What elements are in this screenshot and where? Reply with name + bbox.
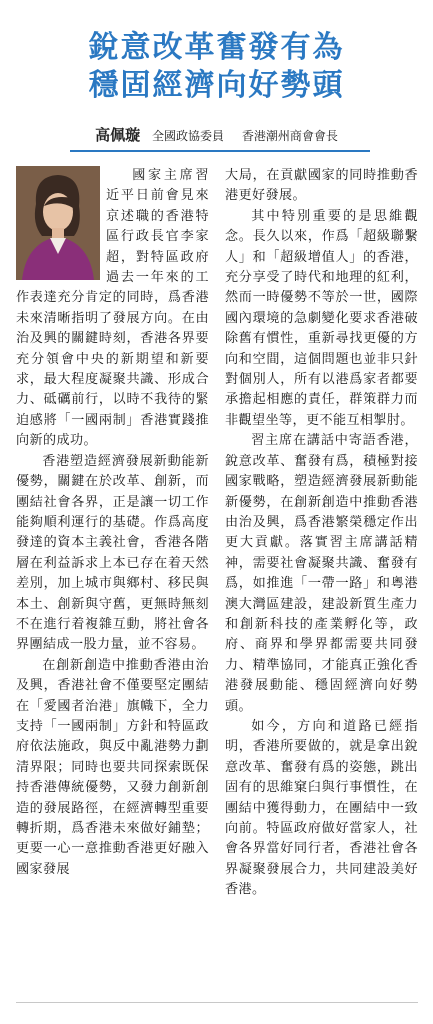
title-divider [70,150,370,152]
headline-line-1: 銳意改革奮發有為 [88,30,345,65]
author-name: 高佩璇 [95,126,141,144]
article-column-left [16,166,209,880]
author-role-2: 香港潮州商會會長 [241,129,338,143]
bottom-rule [16,1002,418,1003]
paragraph: 如今，方向和道路已經指明，香港所要做的，就是拿出銳意改革、奮發有爲的姿態，跳出固有的思維窠臼與行事慣性，在團結中獲得動力，在團結中一致向前。特區政府做好當家人，社會各界當好同行者，香港社會各界凝聚發展合力，共同建設美好香港。 [225,718,418,898]
author-role-1: 全國政協委員 [151,129,224,143]
paragraph: 其中特別重要的是思維觀念。長久以來，作爲「超級聯繫人」和「超級增值人」的香港，充分享受了時代和地理的紅利，然而一時優勢不等於一世，國際國內環境的急劇變化要求香港破除舊有慣性，重新尋找更優的方向和空間，這個問題也並非只針對個別人，所有以港爲家者都要承擔起相應的責任，群策群力而非觀望坐等，更不能互相掣肘。 [225,208,418,428]
byline [0,124,433,145]
paragraph: 習主席在講話中寄語香港，銳意改革、奮發有爲，積極對接國家戰略，塑造經濟發展新動能新優勢，在創新創造中推動香港由治及興，爲香港繁榮穩定作出更大貢獻。落實習主席講話精神，需要社會凝聚共識、奮發有爲，如推進「一帶一路」和粵港澳大灣區建設，建設新質生產力和創新科技的產業孵化等，政府、商界和學界都需要共同發力、精準協同，才能真正強化香港發展動能、穩固經濟向好勢頭。 [225,433,418,714]
author-photo [16,166,100,280]
article-column-right [225,166,418,901]
paragraph: 在創新創造中推動香港由治及興，香港社會不僅要堅定團結在「愛國者治港」旗幟下，全力支持「一國兩制」方針和特區政府依法施政，與反中亂港勢力劃清界限；同時也要共同探索既保持香港傳統優勢，又發力創新創造的發展路徑，在經濟轉型重要轉折期，爲香港未來做好鋪墊；更要一心一意推動香港更好融入國家發展 [16,657,209,877]
paragraph-continuation: 大局，在貢獻國家的同時推動香港更好發展。 [225,168,418,204]
paragraph: 國家主席習近平日前會見來京述職的香港特區行政長官李家超，對特區政府過去一年來的工作表達充分肯定的同時，爲香港未來清晰指明了發展方向。在由治及興的關鍵時刻，香港各界要充分領會中央的新期望和新要求，最大程度凝聚共識、形成合力、砥礪前行，以時不我待的緊迫感將「一國兩制」香港實踐推向新的成功。 [16,168,209,449]
headline-line-2: 穩固經濟向好勢頭 [88,68,345,103]
paragraph: 香港塑造經濟發展新動能新優勢，關鍵在於改革、創新，而團結社會各界，正是讓一切工作能夠順利運行的基礎。作爲高度發達的資本主義社會，香港各階層在利益訴求上本已存在着天然差別，加上城市與鄉村、移民與本土、創新與守舊，更無時無刻不在進行着複雜互動，將社會各界團結成一股力量，並不容易。 [16,453,209,653]
